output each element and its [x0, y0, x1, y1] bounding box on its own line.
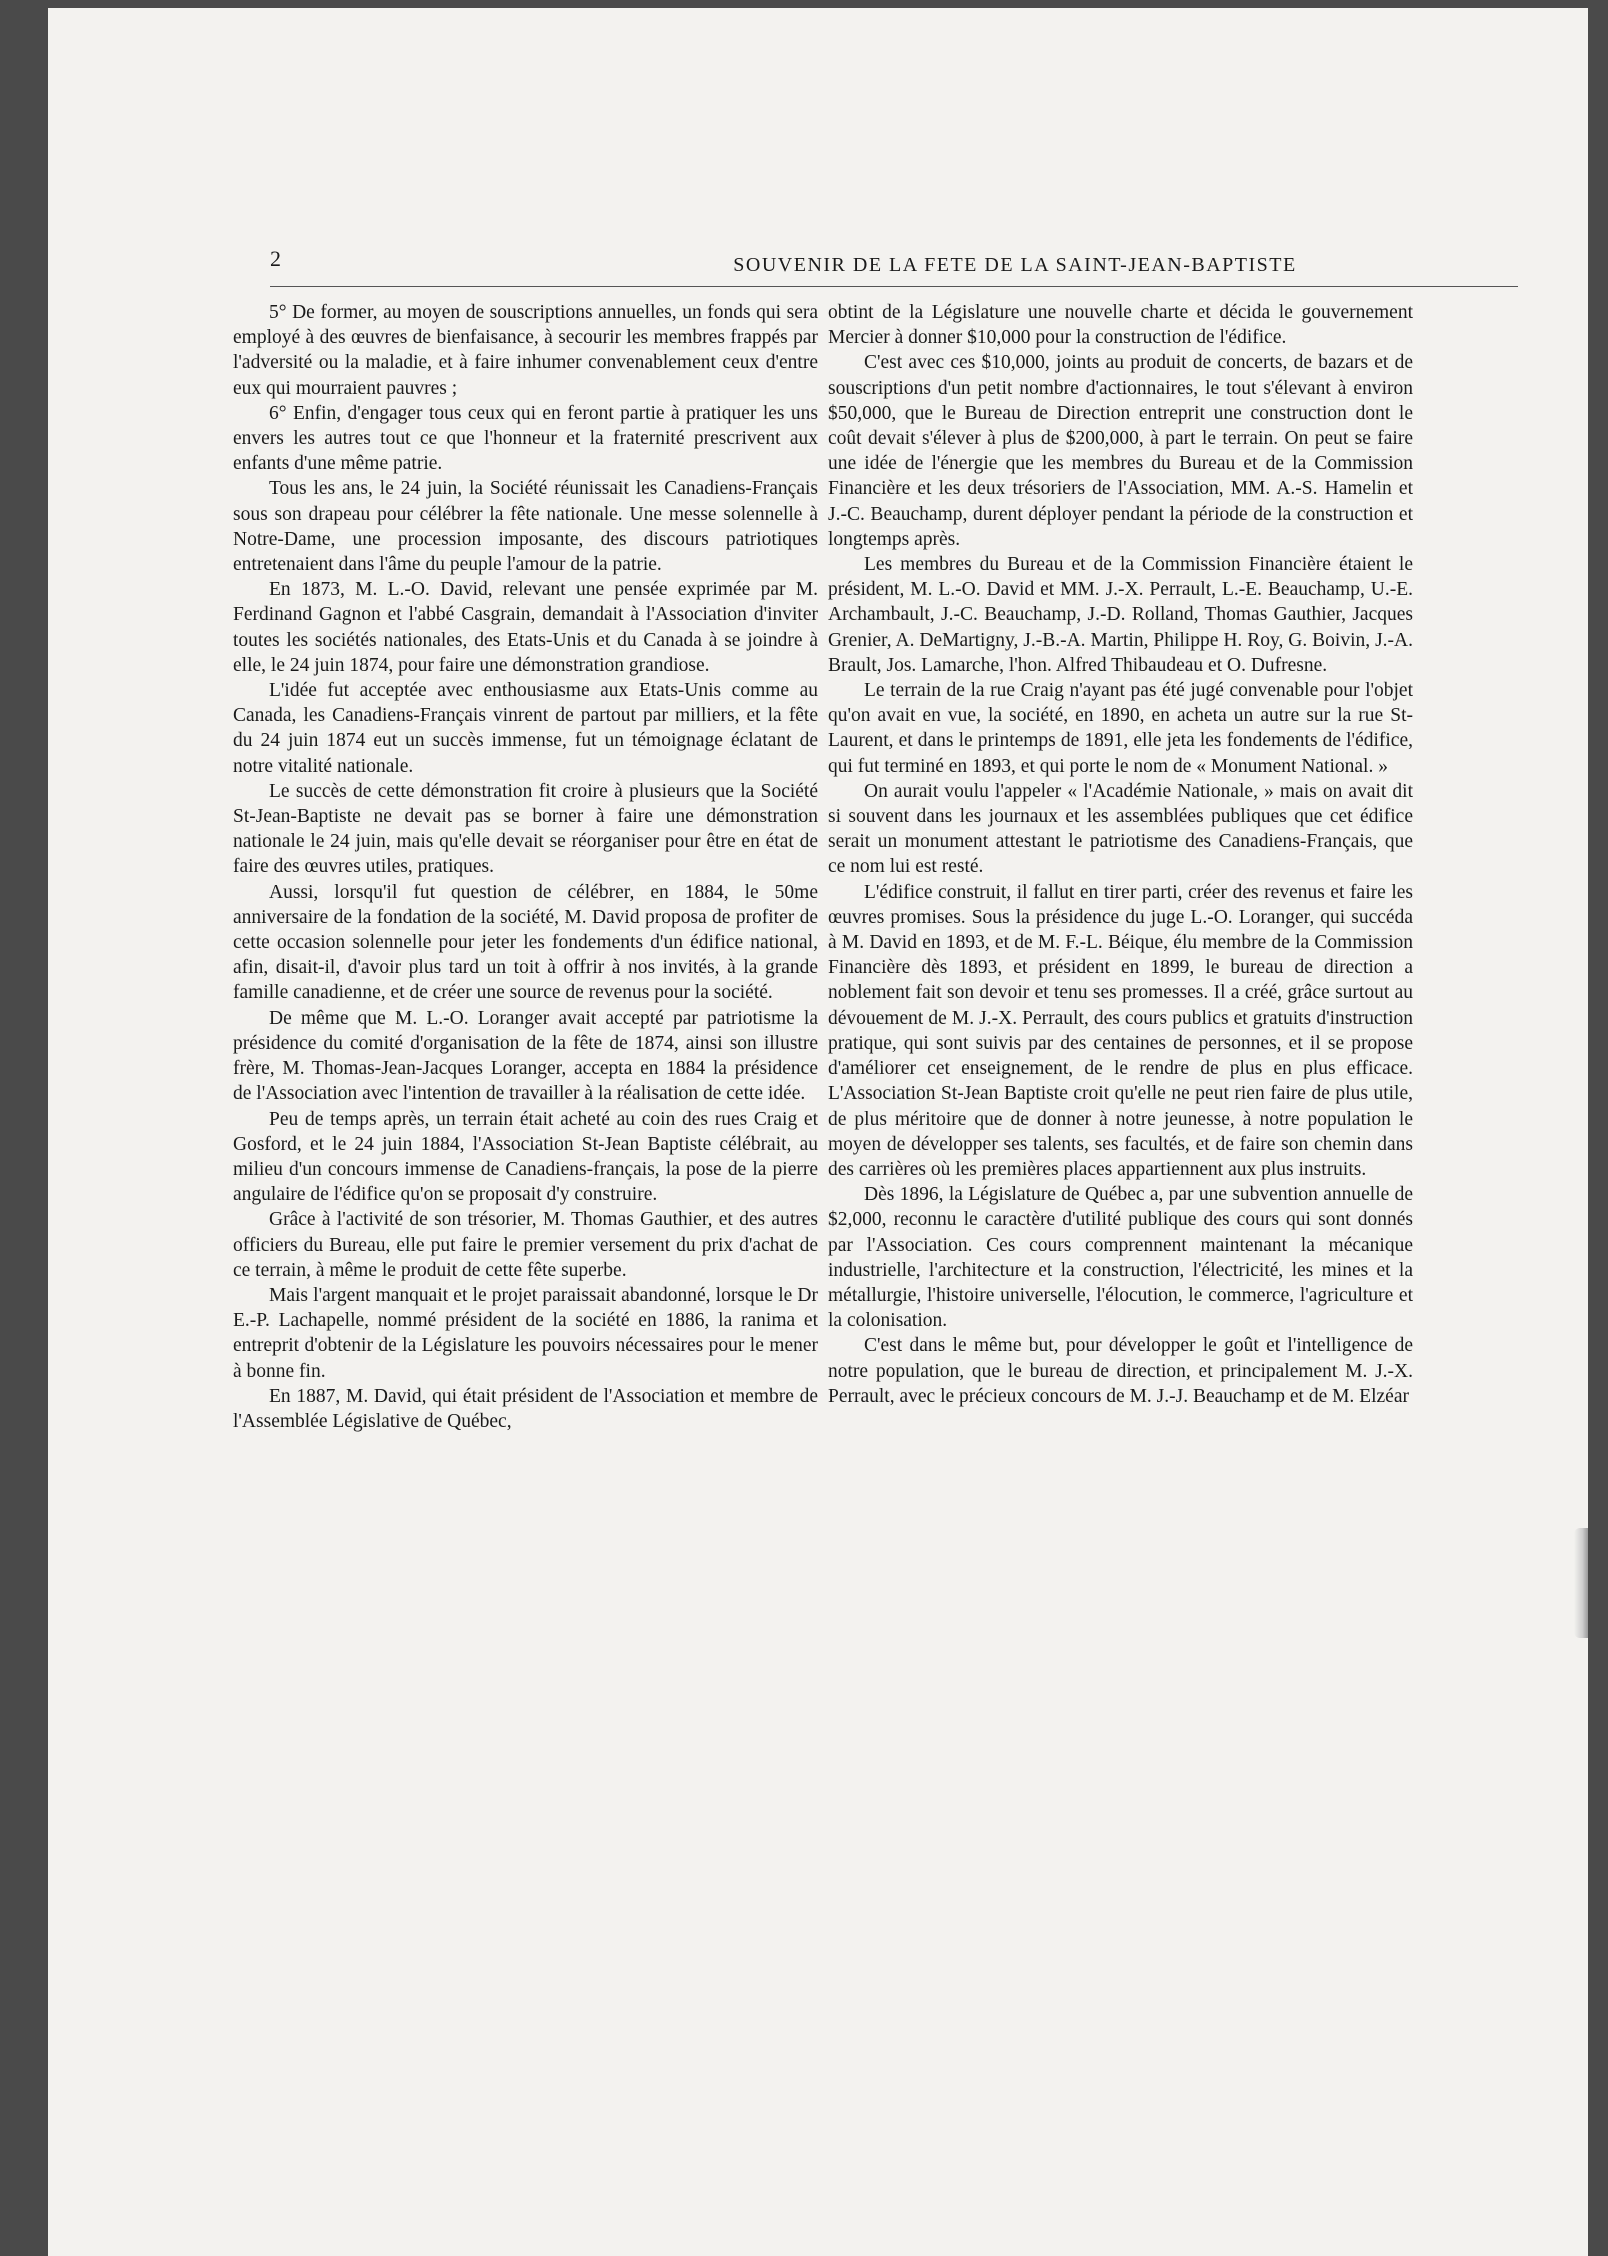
- paragraph: Dès 1896, la Législature de Québec a, par une subvention annuelle de $2,000, reconnu le caractère d'utilité publique des cours qui sont donnés par l'Association. Ces cours comprennent maintenant la mécanique industrielle, l'architecture et la construction, l'électricité, les mines et la métallurgie, l'histoire universelle, l'élocution, le commerce, l'agriculture et la colonisation.: [828, 1184, 1413, 1332]
- paragraph: L'idée fut acceptée avec enthousiasme aux Etats-Unis comme au Canada, les Canadiens-Français vinrent de partout par milliers, et la fête du 24 juin 1874 eut un succès immense, fut un témoignage éclatant de notre vitalité nationale.: [233, 680, 818, 777]
- paragraph: Les membres du Bureau et de la Commission Financière étaient le président, M. L.-O. David et MM. J.-X. Perrault, L.-E. Beauchamp, U.-E. Archambault, J.-C. Beauchamp, J.-D. Rolland, Thomas Gauthier, Jacques Grenier, A. DeMartigny, J.-B.-A. Martin, Philippe H. Roy, G. Boivin, J.-A. Brault, Jos. Lamarche, l'hon. Alfred Thibaudeau et O. Dufresne.: [828, 554, 1413, 676]
- paragraph: Aussi, lorsqu'il fut question de célébrer, en 1884, le 50me anniversaire de la fondation de la société, M. David proposa de profiter de cette occasion solennelle pour jeter les fondements d'un édifice national, afin, disait-il, d'avoir plus tard un toit à offrir à nos invités, à la grande famille canadienne, et de créer une source de revenus pour la société.: [233, 881, 818, 1004]
- page-edge-fold: [1574, 1528, 1588, 1638]
- paragraph: 6° Enfin, d'engager tous ceux qui en feront partie à pratiquer les uns envers les autres tout ce que l'honneur et la fraternité prescrivent aux enfants d'une même patrie.: [233, 402, 818, 475]
- paragraph: En 1887, M. David, qui était président de l'Association et membre de l'Assemblée Législative de Québec,: [233, 1385, 818, 1432]
- paragraph: De même que M. L.-O. Loranger avait accepté par patriotisme la présidence du comité d'organisation de la fête de 1874, ainsi son illustre frère, M. Thomas-Jean-Jacques Loranger, accepta en 1884 la présidence de l'Association avec l'intention de travailler à la réalisation de cette idée.: [233, 1007, 818, 1105]
- paragraph: En 1873, M. L.-O. David, relevant une pensée exprimée par M. Ferdinand Gagnon et l'abbé Casgrain, demandait à l'Association d'inviter toutes les sociétés nationales, des Etats-Unis et du Canada à se joindre à elle, le 24 juin 1874, pour faire une démonstration grandiose.: [233, 579, 818, 676]
- paragraph: C'est dans le même but, pour développer le goût et l'intelligence de notre population, que le bureau de direction, et principalement M. J.-X. Perrault, avec le précieux concours de M. J.-J. Beauchamp et de M. Elzéar: [828, 1335, 1413, 1407]
- page-header: [270, 246, 1518, 287]
- paragraph: C'est avec ces $10,000, joints au produit de concerts, de bazars et de souscriptions d'un petit nombre d'actionnaires, le tout s'élevant à environ $50,000, que le Bureau de Direction entreprit une construction dont le coût devait s'élever à plus de $200,000, à part le terrain. On peut se faire une idée de l'énergie que les membres du Bureau et de la Commission Financière et les deux trésoriers de l'Association, MM. A.-S. Hamelin et J.-C. Beauchamp, durent déployer pendant la période de la construction et longtemps après.: [828, 352, 1413, 550]
- paragraph: L'édifice construit, il fallut en tirer parti, créer des revenus et faire les œuvres promises. Sous la présidence du juge L.-O. Loranger, qui succéda à M. David en 1893, et de M. F.-L. Béique, élu membre de la Commission Financière dès 1893, et président en 1899, le bureau de direction a noblement fait son devoir et tenu ses promesses. Il a créé, grâce surtout au dévouement de M. J.-X. Perrault, des cours publics et gratuits d'instruction pratique, qui sont suivis par des centaines de personnes, et il se propose d'améliorer cet enseignement, de le rendre de plus en plus efficace. L'Association St-Jean Baptiste croit qu'elle ne peut rien faire de plus utile, de plus méritoire que de donner à notre jeunesse, à notre population le moyen de développer ses talents, ses facultés, et de faire son chemin dans des carrières où les premières places appartiennent aux plus instruits.: [828, 881, 1413, 1180]
- paragraph-continued: obtint de la Législature une nouvelle charte et décida le gouvernement Mercier à donner $10,000 pour la construction de l'édifice.: [828, 302, 1413, 349]
- paragraph: Mais l'argent manquait et le projet paraissait abandonné, lorsque le Dr E.-P. Lachapelle, nommé président de la société en 1886, la ranima et entreprit d'obtenir de la Législature les pouvoirs nécessaires pour le mener à bonne fin.: [233, 1284, 818, 1382]
- paragraph: On aurait voulu l'appeler « l'Académie Nationale, » mais on avait dit si souvent dans les journaux et les assemblées publiques que cet édifice serait un monument attestant le patriotisme des Canadiens-Français, que ce nom lui est resté.: [828, 780, 1413, 878]
- page-number: 2: [270, 246, 282, 271]
- right-column: [828, 300, 1413, 1409]
- paragraph: Tous les ans, le 24 juin, la Société réunissait les Canadiens-Français sous son drapeau pour célébrer la fête nationale. Une messe solennelle à Notre-Dame, une procession imposante, des discours patriotiques entretenaient dans l'âme du peuple l'amour de la patrie.: [233, 478, 818, 576]
- paragraph: Le terrain de la rue Craig n'ayant pas été jugé convenable pour l'objet qu'on avait en vue, la société, en 1890, en acheta un autre sur la rue St-Laurent, et dans le printemps de 1891, elle jeta les fondements de l'édifice, qui fut terminé en 1893, et qui porte le nom de « Monument National. »: [828, 680, 1413, 777]
- paragraph: Le succès de cette démonstration fit croire à plusieurs que la Société St-Jean-Baptiste ne devait pas se borner à faire une démonstration nationale le 24 juin, mais qu'elle devait se réorganiser pour être en état de faire des œuvres utiles, pratiques.: [233, 780, 818, 878]
- left-column: [233, 300, 818, 1434]
- running-title: SOUVENIR DE LA FETE DE LA SAINT-JEAN-BAPTISTE: [733, 254, 1297, 276]
- paragraph: Peu de temps après, un terrain était acheté au coin des rues Craig et Gosford, et le 24 juin 1884, l'Association St-Jean Baptiste célébrait, au milieu d'un concours immense de Canadiens-français, la pose de la pierre angulaire de l'édifice qu'on se proposait d'y construire.: [233, 1108, 818, 1206]
- paragraph: 5° De former, au moyen de souscriptions annuelles, un fonds qui sera employé à des œuvres de bienfaisance, à secourir les membres frappés par l'adversité ou la maladie, et à faire inhumer convenablement ceux d'entre eux qui mourraient pauvres ;: [233, 302, 818, 399]
- paragraph: Grâce à l'activité de son trésorier, M. Thomas Gauthier, et des autres officiers du Bureau, elle put faire le premier versement du prix d'achat de ce terrain, à même le produit de cette fête superbe.: [233, 1209, 818, 1281]
